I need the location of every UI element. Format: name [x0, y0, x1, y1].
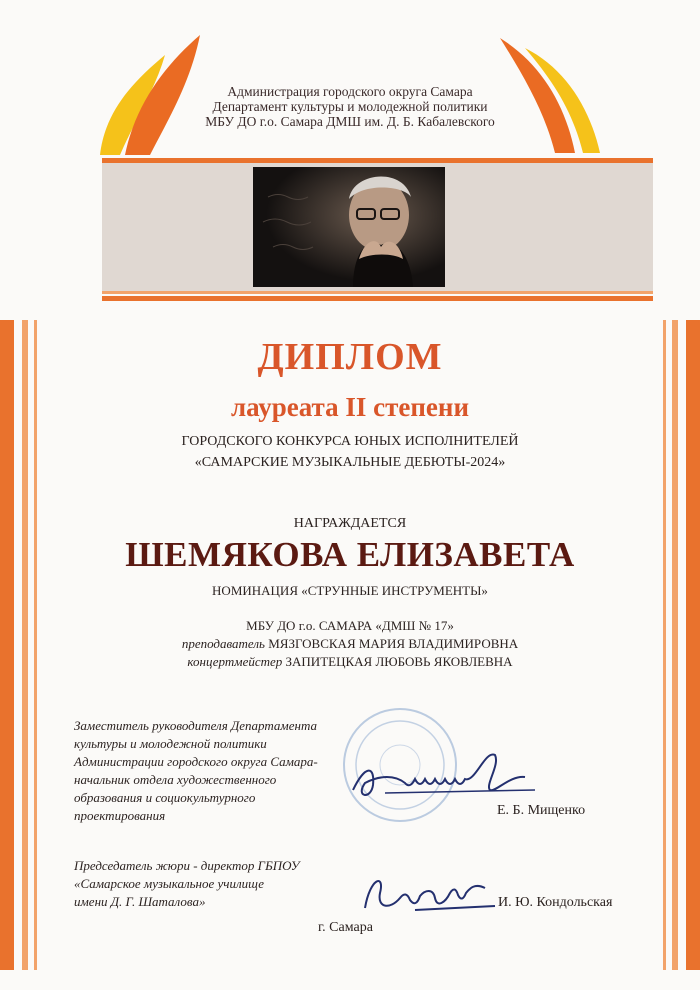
header-line-3: МБУ ДО г.о. Самара ДМШ им. Д. Б. Кабалевского [205, 114, 495, 129]
second-signatory-title [74, 857, 334, 911]
first-title-line: проектирования [74, 808, 166, 823]
teacher-name: МЯЗГОВСКАЯ МАРИЯ ВЛАДИМИРОВНА [268, 636, 519, 651]
nomination: НОМИНАЦИЯ «СТРУННЫЕ ИНСТРУМЕНТЫ» [212, 583, 488, 598]
header-line-1: Администрация городского округа Самара [227, 84, 473, 99]
organization-header [0, 84, 700, 129]
teacher-role: преподаватель [181, 636, 265, 651]
first-title-line: начальник отдела художественного [74, 772, 277, 787]
diploma-subtitle: лауреата II степени [230, 392, 470, 422]
diploma-title: ДИПЛОМ [257, 336, 443, 378]
second-signature [355, 868, 505, 923]
header-line-2: Департамент культуры и молодежной политики [212, 99, 488, 114]
second-signatory-name: И. Ю. Кондольская [498, 895, 613, 910]
first-title-line: Заместитель руководителя Департамента [74, 718, 317, 733]
banner-bottom-stripe [102, 296, 653, 301]
awarded-label: НАГРАЖДАЕТСЯ [293, 516, 407, 531]
second-title-line: имени Д. Г. Шаталова» [74, 894, 206, 909]
contest-name-line-1: ГОРОДСКОГО КОНКУРСА ЮНЫХ ИСПОЛНИТЕЛЕЙ [181, 434, 519, 449]
recipient-name: ШЕМЯКОВА ЕЛИЗАВЕТА [125, 535, 575, 574]
first-signatory-title [74, 717, 334, 825]
second-title-line: Председатель жюри - директор ГБПОУ [74, 858, 300, 873]
first-title-line: культуры и молодежной политики [74, 736, 267, 751]
second-title-line: «Самарское музыкальное училище [74, 876, 265, 891]
accompanist-name: ЗАПИТЕЦКАЯ ЛЮБОВЬ ЯКОВЛЕВНА [285, 654, 513, 669]
teacher-line [0, 636, 700, 652]
composer-portrait [253, 167, 445, 287]
banner-bottom-thin-stripe [102, 291, 653, 294]
school-name: МБУ ДО г.о. САМАРА «ДМШ № 17» [246, 618, 454, 633]
accompanist-role: концертмейстер [187, 654, 283, 669]
accompanist-line [0, 654, 700, 670]
first-title-line: образования и социокультурного [74, 790, 256, 805]
first-title-line: Администрации городского округа Самара- [74, 754, 318, 769]
first-signatory-name: Е. Б. Мищенко [497, 803, 586, 818]
contest-name-line-2: «САМАРСКИЕ МУЗЫКАЛЬНЫЕ ДЕБЮТЫ-2024» [194, 455, 506, 470]
city-label: г. Самара [318, 920, 373, 935]
